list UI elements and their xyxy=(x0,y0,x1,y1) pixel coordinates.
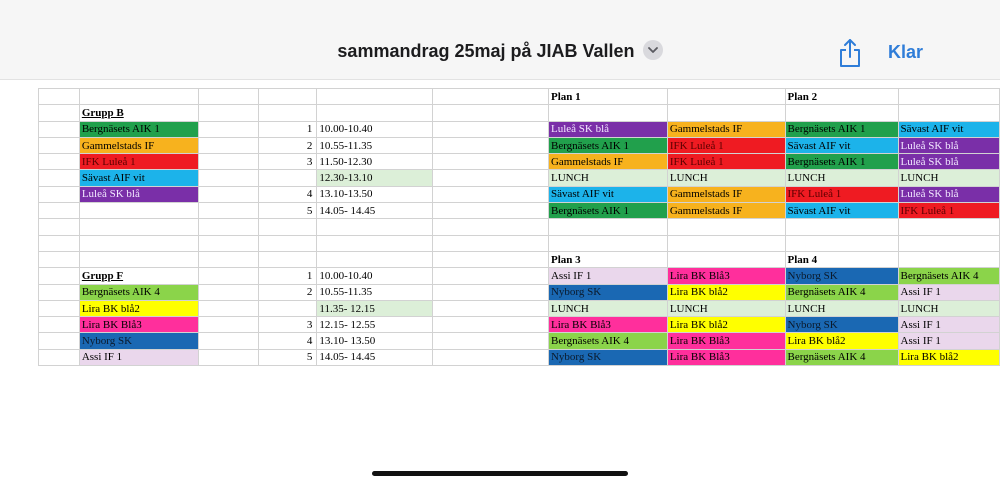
sheet-cell-plan-b-team-1: Bergnäsets AIK 1 xyxy=(785,154,898,170)
sheet-cell-plan-b-team-2: IFK Luleå 1 xyxy=(898,203,999,219)
sheet-cell-time: 10.55-11.35 xyxy=(317,137,432,153)
sheet-cell-blank xyxy=(198,300,258,316)
sheet-margin-cell xyxy=(39,300,80,316)
sheet-cell-plan-b-team-2: Luleå SK blå xyxy=(898,186,999,202)
sheet-cell-slot-number xyxy=(258,170,317,186)
sheet-cell-team: Luleå SK blå xyxy=(79,186,198,202)
sheet-cell-blank xyxy=(432,89,548,105)
sheet-cell-plan-b-team-1: Bergnäsets AIK 4 xyxy=(785,284,898,300)
sheet-margin-cell xyxy=(39,349,80,365)
sheet-row xyxy=(39,203,1000,219)
sheet-cell-plan-b-team-1: IFK Luleå 1 xyxy=(785,186,898,202)
sheet-cell-plan-b-team-2: Luleå SK blå xyxy=(898,137,999,153)
sheet-cell-plan-a-team-1: Gammelstads IF xyxy=(548,154,667,170)
sheet-margin-cell xyxy=(39,251,80,267)
sheet-cell-team: Lira BK Blå3 xyxy=(79,317,198,333)
sheet-cell-time: 11.35- 12.15 xyxy=(317,300,432,316)
sheet-cell-plan-b-team-2 xyxy=(898,235,999,251)
sheet-cell-time: 11.50-12.30 xyxy=(317,154,432,170)
sheet-cell-time xyxy=(317,105,432,121)
sheet-cell-plan-a-team-2: IFK Luleå 1 xyxy=(667,154,785,170)
sheet-cell-team: Sävast AIF vit xyxy=(79,170,198,186)
sheet-cell-plan-a-team-2: IFK Luleå 1 xyxy=(667,137,785,153)
sheet-cell-plan-a-team-2: Lira BK blå2 xyxy=(667,317,785,333)
sheet-cell-plan-b-team-1: Sävast AIF vit xyxy=(785,203,898,219)
sheet-margin-cell xyxy=(39,154,80,170)
sheet-cell-blank xyxy=(432,186,548,202)
sheet-cell-blank xyxy=(198,284,258,300)
sheet-cell-time: 13.10- 13.50 xyxy=(317,333,432,349)
sheet-cell-slot-number xyxy=(258,251,317,267)
sheet-cell-plan-b-team-2: Lira BK blå2 xyxy=(898,349,999,365)
sheet-cell-blank xyxy=(198,333,258,349)
done-button[interactable]: Klar xyxy=(888,42,924,62)
sheet-cell-team: Grupp F xyxy=(79,268,198,284)
sheet-cell-time xyxy=(317,251,432,267)
schedule-sheet xyxy=(38,88,1000,366)
sheet-cell-plan-a-team-1: Bergnäsets AIK 4 xyxy=(548,333,667,349)
sheet-cell-slot-number xyxy=(258,105,317,121)
sheet-cell-blank xyxy=(198,105,258,121)
sheet-cell-plan-b-team-1: LUNCH xyxy=(785,300,898,316)
sheet-cell-plan-b-team-1: Sävast AIF vit xyxy=(785,137,898,153)
sheet-cell-plan-b-team-2: Sävast AIF vit xyxy=(898,121,999,137)
sheet-cell-plan-a-team-2 xyxy=(667,251,785,267)
sheet-row xyxy=(39,268,1000,284)
sheet-cell-blank xyxy=(198,154,258,170)
sheet-row xyxy=(39,284,1000,300)
sheet-row xyxy=(39,89,1000,105)
sheet-cell-plan-a-team-1 xyxy=(548,105,667,121)
sheet-cell-team: Lira BK blå2 xyxy=(79,300,198,316)
sheet-cell-plan-a-team-2: Lira BK Blå3 xyxy=(667,349,785,365)
sheet-cell-team xyxy=(79,203,198,219)
sheet-cell-blank xyxy=(198,121,258,137)
top-bar xyxy=(0,0,1000,80)
sheet-cell-team xyxy=(79,89,198,105)
sheet-cell-blank xyxy=(432,235,548,251)
sheet-cell-plan-a-team-1: Bergnäsets AIK 1 xyxy=(548,137,667,153)
sheet-cell-slot-number: 2 xyxy=(258,137,317,153)
sheet-margin-cell xyxy=(39,219,80,235)
sheet-cell-team xyxy=(79,251,198,267)
sheet-row xyxy=(39,137,1000,153)
sheet-cell-plan-a-team-2: Gammelstads IF xyxy=(667,121,785,137)
sheet-row xyxy=(39,186,1000,202)
sheet-margin-cell xyxy=(39,89,80,105)
sheet-cell-blank xyxy=(432,203,548,219)
sheet-cell-plan-b-team-1: Bergnäsets AIK 1 xyxy=(785,121,898,137)
sheet-cell-plan-a-team-2: Gammelstads IF xyxy=(667,203,785,219)
sheet-cell-blank xyxy=(432,137,548,153)
sheet-cell-plan-b-team-2: Assi IF 1 xyxy=(898,284,999,300)
sheet-margin-cell xyxy=(39,137,80,153)
sheet-cell-blank xyxy=(432,219,548,235)
sheet-cell-time: 12.15- 12.55 xyxy=(317,317,432,333)
sheet-row xyxy=(39,333,1000,349)
sheet-row xyxy=(39,170,1000,186)
sheet-cell-plan-b-team-1 xyxy=(785,235,898,251)
sheet-cell-team: IFK Luleå 1 xyxy=(79,154,198,170)
sheet-cell-plan-a-team-1: Plan 3 xyxy=(548,251,667,267)
sheet-cell-blank xyxy=(198,268,258,284)
sheet-cell-blank xyxy=(198,170,258,186)
sheet-cell-plan-a-team-1: Sävast AIF vit xyxy=(548,186,667,202)
sheet-cell-plan-a-team-2 xyxy=(667,105,785,121)
sheet-margin-cell xyxy=(39,317,80,333)
sheet-cell-plan-a-team-1: Nyborg SK xyxy=(548,349,667,365)
sheet-cell-plan-b-team-1: Plan 2 xyxy=(785,89,898,105)
sheet-row xyxy=(39,300,1000,316)
sheet-cell-plan-a-team-2: Lira BK Blå3 xyxy=(667,268,785,284)
sheet-cell-slot-number: 5 xyxy=(258,203,317,219)
sheet-cell-team: Bergnäsets AIK 4 xyxy=(79,284,198,300)
sheet-margin-cell xyxy=(39,268,80,284)
sheet-cell-blank xyxy=(432,170,548,186)
sheet-row xyxy=(39,349,1000,365)
share-icon[interactable] xyxy=(838,38,862,68)
sheet-cell-plan-b-team-2 xyxy=(898,89,999,105)
sheet-cell-time xyxy=(317,235,432,251)
sheet-cell-plan-b-team-2 xyxy=(898,105,999,121)
sheet-margin-cell xyxy=(39,235,80,251)
sheet-cell-team xyxy=(79,235,198,251)
sheet-cell-blank xyxy=(432,121,548,137)
sheet-cell-time: 10.00-10.40 xyxy=(317,121,432,137)
sheet-margin-cell xyxy=(39,203,80,219)
sheet-margin-cell xyxy=(39,186,80,202)
sheet-cell-time: 12.30-13.10 xyxy=(317,170,432,186)
sheet-cell-plan-b-team-2: LUNCH xyxy=(898,300,999,316)
sheet-cell-plan-a-team-2 xyxy=(667,219,785,235)
sheet-cell-blank xyxy=(198,186,258,202)
sheet-cell-time xyxy=(317,89,432,105)
sheet-row xyxy=(39,121,1000,137)
sheet-cell-plan-a-team-2: LUNCH xyxy=(667,170,785,186)
sheet-cell-slot-number: 3 xyxy=(258,154,317,170)
sheet-cell-slot-number: 4 xyxy=(258,333,317,349)
sheet-cell-blank xyxy=(198,203,258,219)
sheet-cell-plan-b-team-1: Plan 4 xyxy=(785,251,898,267)
sheet-cell-slot-number: 2 xyxy=(258,284,317,300)
chevron-down-icon[interactable] xyxy=(643,40,663,60)
sheet-row xyxy=(39,251,1000,267)
sheet-cell-slot-number: 3 xyxy=(258,317,317,333)
document-title: sammandrag 25maj på JIAB Vallen xyxy=(337,40,635,61)
sheet-cell-slot-number: 5 xyxy=(258,349,317,365)
sheet-margin-cell xyxy=(39,105,80,121)
sheet-cell-time xyxy=(317,219,432,235)
sheet-cell-plan-b-team-2 xyxy=(898,219,999,235)
sheet-row xyxy=(39,219,1000,235)
sheet-cell-blank xyxy=(198,251,258,267)
sheet-cell-slot-number: 4 xyxy=(258,186,317,202)
sheet-cell-plan-b-team-1 xyxy=(785,105,898,121)
sheet-cell-blank xyxy=(198,89,258,105)
sheet-cell-plan-a-team-1 xyxy=(548,219,667,235)
sheet-cell-plan-b-team-1: Nyborg SK xyxy=(785,268,898,284)
sheet-cell-blank xyxy=(432,333,548,349)
sheet-cell-blank xyxy=(432,284,548,300)
sheet-cell-plan-a-team-2: LUNCH xyxy=(667,300,785,316)
sheet-row xyxy=(39,154,1000,170)
sheet-cell-plan-a-team-1: Nyborg SK xyxy=(548,284,667,300)
sheet-cell-plan-b-team-2: LUNCH xyxy=(898,170,999,186)
sheet-cell-plan-a-team-1: Plan 1 xyxy=(548,89,667,105)
sheet-cell-team xyxy=(79,219,198,235)
sheet-cell-blank xyxy=(198,317,258,333)
sheet-cell-plan-b-team-2 xyxy=(898,251,999,267)
sheet-cell-plan-b-team-2: Luleå SK blå xyxy=(898,154,999,170)
sheet-cell-plan-a-team-1 xyxy=(548,235,667,251)
sheet-row xyxy=(39,235,1000,251)
sheet-cell-blank xyxy=(198,349,258,365)
sheet-cell-time: 14.05- 14.45 xyxy=(317,349,432,365)
sheet-cell-team: Grupp B xyxy=(79,105,198,121)
sheet-cell-blank xyxy=(432,349,548,365)
sheet-margin-cell xyxy=(39,284,80,300)
sheet-cell-plan-a-team-2 xyxy=(667,89,785,105)
sheet-cell-plan-a-team-1: LUNCH xyxy=(548,170,667,186)
sheet-cell-slot-number xyxy=(258,235,317,251)
sheet-margin-cell xyxy=(39,170,80,186)
sheet-cell-plan-b-team-1 xyxy=(785,219,898,235)
sheet-cell-plan-b-team-2: Bergnäsets AIK 4 xyxy=(898,268,999,284)
sheet-cell-time: 10.55-11.35 xyxy=(317,284,432,300)
sheet-cell-team: Assi IF 1 xyxy=(79,349,198,365)
sheet-margin-cell xyxy=(39,333,80,349)
sheet-cell-plan-b-team-1: Nyborg SK xyxy=(785,317,898,333)
sheet-cell-plan-a-team-1: Luleå SK blå xyxy=(548,121,667,137)
sheet-cell-plan-a-team-1: LUNCH xyxy=(548,300,667,316)
sheet-row xyxy=(39,317,1000,333)
sheet-cell-plan-b-team-1: Bergnäsets AIK 4 xyxy=(785,349,898,365)
sheet-cell-plan-b-team-2: Assi IF 1 xyxy=(898,333,999,349)
sheet-margin-cell xyxy=(39,121,80,137)
sheet-cell-plan-b-team-2: Assi IF 1 xyxy=(898,317,999,333)
sheet-cell-blank xyxy=(432,251,548,267)
sheet-cell-blank xyxy=(432,268,548,284)
sheet-cell-plan-a-team-2 xyxy=(667,235,785,251)
sheet-cell-team: Gammelstads IF xyxy=(79,137,198,153)
sheet-cell-blank xyxy=(198,219,258,235)
sheet-cell-slot-number xyxy=(258,300,317,316)
home-indicator xyxy=(372,471,628,476)
sheet-cell-time: 13.10-13.50 xyxy=(317,186,432,202)
sheet-cell-plan-b-team-1: Lira BK blå2 xyxy=(785,333,898,349)
sheet-cell-slot-number: 1 xyxy=(258,121,317,137)
sheet-cell-slot-number xyxy=(258,89,317,105)
sheet-cell-plan-a-team-1: Bergnäsets AIK 1 xyxy=(548,203,667,219)
sheet-cell-time: 10.00-10.40 xyxy=(317,268,432,284)
sheet-cell-plan-a-team-1: Assi IF 1 xyxy=(548,268,667,284)
sheet-cell-slot-number xyxy=(258,219,317,235)
sheet-cell-blank xyxy=(198,137,258,153)
sheet-row xyxy=(39,105,1000,121)
sheet-cell-blank xyxy=(432,154,548,170)
sheet-cell-plan-a-team-2: Lira BK blå2 xyxy=(667,284,785,300)
sheet-cell-blank xyxy=(432,105,548,121)
sheet-cell-team: Nyborg SK xyxy=(79,333,198,349)
sheet-cell-plan-b-team-1: LUNCH xyxy=(785,170,898,186)
sheet-cell-team: Bergnäsets AIK 1 xyxy=(79,121,198,137)
sheet-cell-blank xyxy=(198,235,258,251)
sheet-cell-blank xyxy=(432,317,548,333)
sheet-cell-blank xyxy=(432,300,548,316)
sheet-cell-plan-a-team-1: Lira BK Blå3 xyxy=(548,317,667,333)
sheet-cell-plan-a-team-2: Gammelstads IF xyxy=(667,186,785,202)
sheet-cell-time: 14.05- 14.45 xyxy=(317,203,432,219)
sheet-cell-slot-number: 1 xyxy=(258,268,317,284)
sheet-cell-plan-a-team-2: Lira BK Blå3 xyxy=(667,333,785,349)
